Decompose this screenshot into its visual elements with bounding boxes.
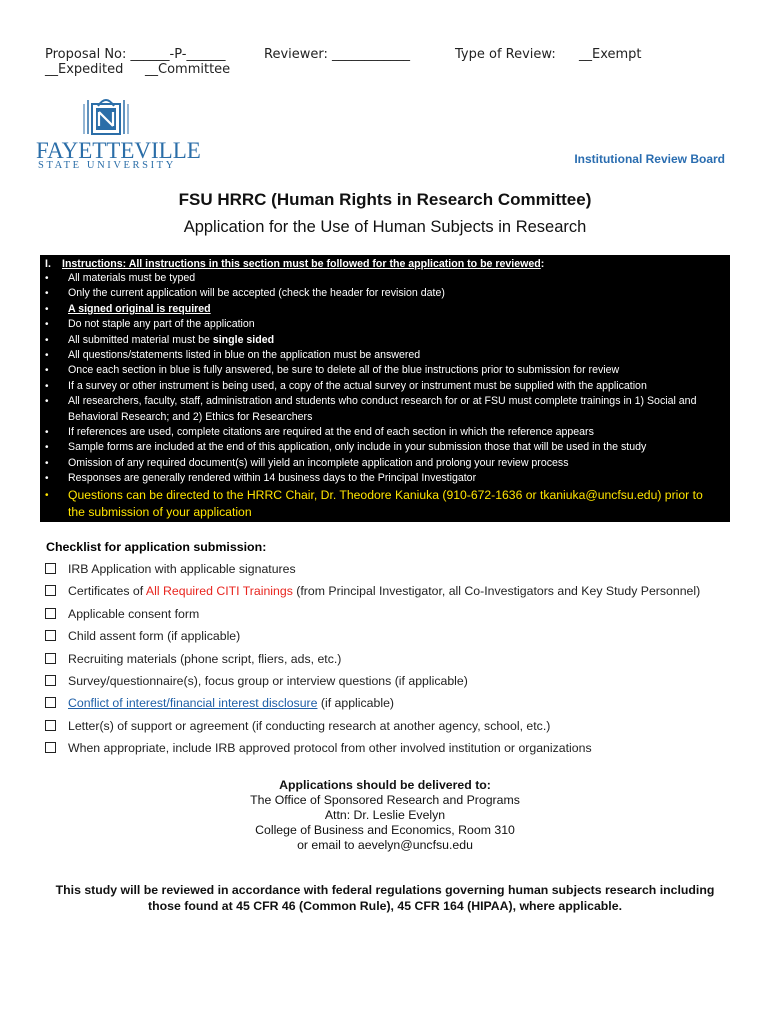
- checklist-item-label: Letter(s) of support or agreement (if conducting research at another agency, school, etc.): [68, 718, 551, 733]
- bullet-icon: •: [45, 396, 49, 408]
- checklist-item: [45, 715, 745, 737]
- list-item-text: Omission of any required document(s) will yield an incomplete application and prolong your review process: [68, 456, 569, 469]
- checkbox[interactable]: [45, 675, 56, 686]
- instructions-heading-text: Instructions: All instructions in this section must be followed for the application to be reviewed: [62, 258, 541, 270]
- checklist-item: [45, 625, 745, 647]
- list-item-text: Questions can be directed to the HRRC Chair, Dr. Theodore Kaniuka (910-672-1636 or tkaniuka@uncfsu.edu) prior to the submission of your application: [68, 487, 703, 519]
- checklist-item-label: Survey/questionnaire(s), focus group or interview questions (if applicable): [68, 673, 468, 688]
- checklist-item: [45, 648, 745, 670]
- checkbox[interactable]: [45, 563, 56, 574]
- checkbox[interactable]: [45, 630, 56, 641]
- checkbox[interactable]: [45, 585, 56, 596]
- checklist-item: [45, 603, 745, 625]
- regulations-notice-line: those found at 45 CFR 46 (Common Rule), 45 CFR 164 (HIPAA), where applicable.: [148, 899, 622, 913]
- checkbox[interactable]: [45, 608, 56, 619]
- logo-emblem-icon: [84, 100, 128, 134]
- list-item-text: Responses are generally rendered within 14 business days to the Principal Investigator: [68, 472, 477, 485]
- bullet-icon: •: [45, 334, 49, 346]
- citi-trainings-highlight: All Required CITI Trainings: [145, 584, 293, 599]
- checklist-item-detail: (if applicable): [317, 696, 395, 711]
- list-item: [45, 363, 722, 378]
- instructions-list: [45, 271, 722, 521]
- instructions-panel: [40, 255, 730, 522]
- list-item: [45, 379, 722, 394]
- bullet-icon: •: [45, 303, 49, 315]
- list-item-text: All materials must be typed: [68, 272, 196, 284]
- regulations-notice-line: This study will be reviewed in accordance with federal regulations governing human subjects research including: [55, 883, 715, 897]
- bullet-icon: •: [45, 427, 49, 439]
- bullet-icon: •: [45, 319, 49, 331]
- single-sided-emphasis: single sided: [212, 333, 275, 346]
- list-item: [45, 271, 722, 286]
- list-item-text: If a survey or other instrument is being used, a copy of the actual survey or instrument must be supplied with the application: [68, 379, 647, 392]
- list-item: [45, 348, 722, 363]
- list-item: [45, 456, 722, 471]
- delivery-attention: Attn: Dr. Leslie Evelyn: [324, 808, 446, 822]
- bullet-icon: •: [45, 350, 49, 362]
- delivery-heading: Applications should be delivered to:: [279, 778, 491, 792]
- checklist-item: [45, 692, 745, 714]
- bullet-icon: •: [45, 365, 49, 377]
- checklist-item: [45, 558, 745, 580]
- checklist-item-label: Recruiting materials (phone script, fliers, ads, etc.): [68, 651, 342, 666]
- bullet-icon: •: [45, 457, 49, 469]
- instructions-heading: [45, 257, 722, 271]
- page-subtitle: Application for the Use of Human Subjects in Research: [183, 218, 587, 236]
- list-item: [45, 302, 722, 317]
- conflict-of-interest-link[interactable]: Conflict of interest/financial interest disclosure: [68, 696, 318, 711]
- checklist-item-detail: (from Principal Investigator, all Co-Investigators and Key Study Personnel): [292, 584, 701, 599]
- delivery-office: The Office of Sponsored Research and Programs: [250, 793, 520, 807]
- logo-wordmark: FAYETTEVILLE: [36, 138, 201, 163]
- list-item-text: Do not staple any part of the application: [68, 318, 255, 331]
- bullet-icon: •: [45, 442, 49, 454]
- page-title: FSU HRRC (Human Rights in Research Committee): [178, 190, 592, 209]
- checklist-item-label: IRB Application with applicable signatures: [68, 562, 296, 576]
- delivery-email: or email to aevelyn@uncfsu.edu: [297, 838, 473, 852]
- checklist-title: Checklist for application submission:: [46, 540, 267, 554]
- list-item-text: All questions/statements listed in blue on the application must be answered: [68, 349, 421, 362]
- checkbox[interactable]: [45, 742, 56, 753]
- list-item-text: Once each section in blue is fully answered, be sure to delete all of the blue instructions prior to submission for review: [68, 364, 620, 377]
- checkbox[interactable]: [45, 653, 56, 664]
- checklist-item-label: Applicable consent form: [68, 606, 200, 621]
- checklist-item-label: Child assent form (if applicable): [68, 629, 241, 644]
- checklist: [45, 558, 745, 760]
- list-item-text: Sample forms are included at the end of this application, only include in your submission those that will be used in the study: [68, 441, 647, 454]
- exempt-option: __Exempt: [579, 47, 642, 62]
- list-item-text: All researchers, faculty, staff, administration and students who conduct research for or at FSU must complete trainings in 1) Social and Behavioral Research; and 2) Ethics for Researchers: [68, 395, 697, 423]
- list-item: [45, 440, 722, 455]
- checkbox[interactable]: [45, 720, 56, 731]
- expedited-option: __Expedited: [45, 62, 124, 77]
- checklist-item-label: When appropriate, include IRB approved protocol from other involved institution or organizations: [68, 741, 592, 756]
- bullet-icon: •: [45, 380, 49, 392]
- list-item: [45, 333, 722, 348]
- proposal-number-field: Proposal No: ______-P-______: [45, 47, 226, 62]
- delivery-room: College of Business and Economics, Room 310: [255, 823, 515, 837]
- bullet-icon: •: [45, 473, 49, 485]
- list-item-text: If references are used, complete citations are required at the end of each section in which the reference appears: [68, 426, 594, 439]
- checklist-item-label: Certificates of: [68, 584, 146, 599]
- instructions-heading-colon: :: [540, 258, 545, 270]
- irb-label: Institutional Review Board: [574, 152, 725, 166]
- checklist-item: [45, 737, 745, 759]
- checklist-item: [45, 670, 745, 692]
- checkbox[interactable]: [45, 697, 56, 708]
- list-item-text: All submitted material must be: [68, 333, 213, 346]
- list-item-text: Only the current application will be accepted (check the header for revision date): [68, 287, 445, 300]
- list-item-text: A signed original is required: [68, 302, 211, 315]
- reviewer-field: Reviewer: ____________: [264, 47, 411, 62]
- list-item: [45, 317, 722, 332]
- committee-option: __Committee: [145, 62, 231, 77]
- bullet-icon: •: [45, 489, 49, 501]
- bullet-icon: •: [45, 273, 49, 284]
- list-item: [45, 286, 722, 301]
- list-item: [45, 394, 722, 425]
- section-number: I.: [45, 258, 51, 270]
- type-of-review-label: Type of Review:: [455, 47, 556, 62]
- list-item-contact: [45, 487, 722, 521]
- delivery-info: [0, 778, 770, 853]
- list-item: [45, 471, 722, 486]
- list-item: [45, 425, 722, 440]
- regulations-notice: [0, 882, 770, 914]
- bullet-icon: •: [45, 288, 49, 300]
- checklist-item: [45, 580, 745, 602]
- logo-subtitle: STATE UNIVERSITY: [38, 160, 176, 171]
